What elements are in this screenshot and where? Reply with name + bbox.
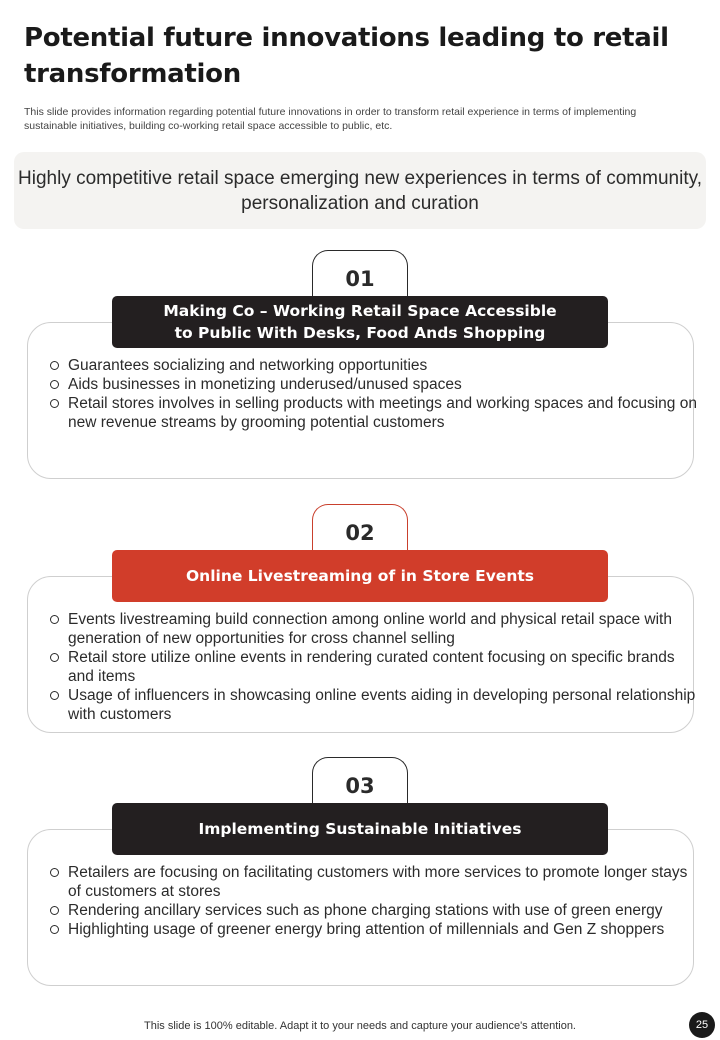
bullet-item: Highlighting usage of greener energy bring attention of millennials and Gen Z shoppers	[48, 920, 698, 939]
section-heading: Making Co – Working Retail Space Accessible to Public With Desks, Food Ands Shopping	[163, 302, 557, 342]
footer-note: This slide is 100% editable. Adapt it to your needs and capture your audience's attention.	[144, 1020, 576, 1032]
page-subtitle: This slide provides information regarding potential future innovations in order to transform retail experience in terms of implementing sustainable initiatives, building co-working retail space accessible to public, etc.	[24, 106, 637, 132]
bullet-item: Retailers are focusing on facilitating customers with more services to promote longer stays of customers at stores	[48, 863, 698, 901]
section-02	[0, 504, 720, 739]
section-03	[0, 757, 720, 992]
highlight-box	[14, 152, 706, 229]
section-number-tab: 02	[312, 504, 408, 564]
bullet-item: Usage of influencers in showcasing online events aiding in developing personal relationship with customers	[48, 686, 698, 724]
section-01	[0, 250, 720, 485]
bullet-list	[48, 356, 698, 432]
page-number-badge: 25	[689, 1012, 715, 1038]
section-heading: Online Livestreaming of in Store Events	[185, 567, 534, 585]
page-title: Potential future innovations leading to retail transformation	[24, 23, 669, 89]
section-heading-banner	[112, 803, 608, 855]
bullet-list	[48, 610, 698, 724]
section-heading: Implementing Sustainable Initiatives	[198, 820, 522, 838]
section-number-tab: 01	[312, 250, 408, 310]
section-heading-banner	[112, 296, 608, 348]
bullet-item: Rendering ancillary services such as phone charging stations with use of green energy	[48, 901, 698, 920]
highlight-text: Highly competitive retail space emerging new experiences in terms of community, personalization and curation	[18, 167, 702, 214]
bullet-item: Retail store utilize online events in rendering curated content focusing on specific brands and items	[48, 648, 698, 686]
bullet-list	[48, 863, 698, 939]
bullet-item: Retail stores involves in selling products with meetings and working spaces and focusing on new revenue streams by grooming potential customers	[48, 394, 698, 432]
bullet-item: Aids businesses in monetizing underused/unused spaces	[48, 375, 698, 394]
section-number-tab: 03	[312, 757, 408, 817]
section-heading-banner	[112, 550, 608, 602]
bullet-item: Guarantees socializing and networking opportunities	[48, 356, 698, 375]
bullet-item: Events livestreaming build connection among online world and physical retail space with generation of new opportunities for cross channel selling	[48, 610, 698, 648]
